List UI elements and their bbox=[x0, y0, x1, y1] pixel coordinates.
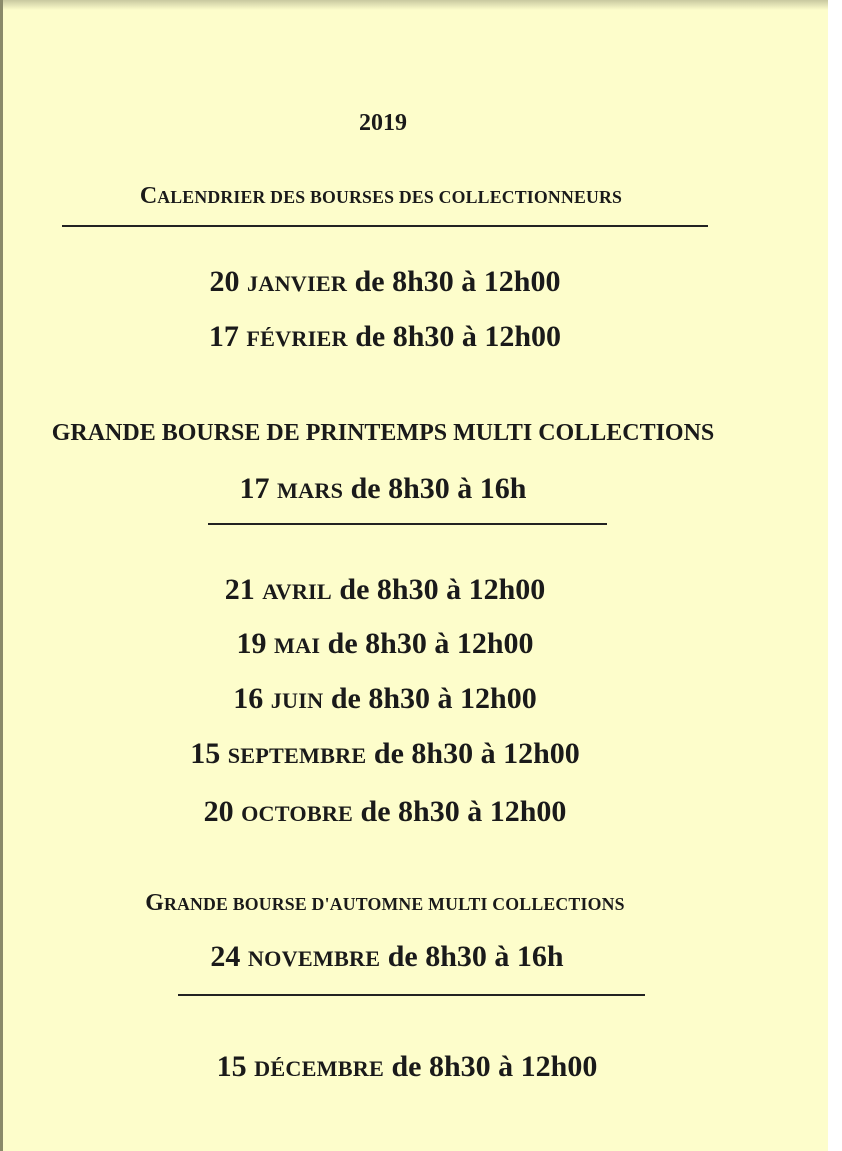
date-day: 20 bbox=[209, 265, 240, 298]
date-time: de 8h30 à 12h00 bbox=[330, 682, 537, 715]
date-time: de 8h30 à 16h bbox=[350, 472, 527, 505]
date-day: 17 bbox=[208, 320, 239, 353]
date-time: de 8h30 à 12h00 bbox=[327, 627, 534, 660]
scan-shadow-top bbox=[0, 0, 828, 10]
date-line-january bbox=[0, 265, 806, 299]
date-day: 15 bbox=[190, 737, 221, 770]
calendar-title-initial: C bbox=[139, 183, 158, 209]
date-day: 20 bbox=[203, 795, 234, 828]
march-underline bbox=[208, 523, 607, 525]
date-line-may bbox=[0, 627, 806, 661]
date-month: JANVIER bbox=[247, 271, 348, 296]
calendar-title-rest: ALENDRIER DES BOURSES DES COLLECTIONNEURS bbox=[157, 187, 623, 207]
date-month: MAI bbox=[273, 633, 321, 658]
date-month: AVRIL bbox=[262, 579, 332, 604]
date-month: MARS bbox=[276, 478, 344, 503]
autumn-heading-rest: RANDE BOURSE D'AUTOMNE MULTI COLLECTIONS bbox=[163, 894, 625, 914]
scan-margin-right bbox=[828, 0, 842, 1151]
date-month: DÉCEMBRE bbox=[254, 1056, 384, 1081]
date-time: de 8h30 à 12h00 bbox=[391, 1050, 598, 1083]
date-line-april bbox=[0, 573, 806, 607]
date-line-february bbox=[0, 320, 806, 354]
date-day: 17 bbox=[239, 472, 270, 505]
date-day: 15 bbox=[216, 1050, 247, 1083]
date-line-june bbox=[0, 682, 806, 716]
date-month: OCTOBRE bbox=[241, 801, 354, 826]
date-line-december bbox=[0, 1050, 828, 1084]
date-month: SEPTEMBRE bbox=[227, 743, 367, 768]
date-time: de 8h30 à 12h00 bbox=[339, 573, 546, 606]
autumn-heading-initial: G bbox=[145, 890, 164, 916]
date-month: FÉVRIER bbox=[246, 326, 348, 351]
date-day: 16 bbox=[233, 682, 264, 715]
date-time: de 8h30 à 12h00 bbox=[360, 795, 567, 828]
date-time: de 8h30 à 12h00 bbox=[373, 737, 580, 770]
date-line-october bbox=[0, 795, 806, 829]
date-day: 24 bbox=[210, 940, 241, 973]
date-time: de 8h30 à 16h bbox=[387, 940, 564, 973]
november-underline bbox=[178, 994, 645, 996]
spring-heading: GRANDE BOURSE DE PRINTEMPS MULTI COLLECTIONS bbox=[51, 420, 715, 446]
title-underline bbox=[62, 225, 708, 227]
calendar-title bbox=[0, 183, 802, 210]
date-line-september bbox=[0, 737, 806, 771]
date-day: 19 bbox=[236, 627, 267, 660]
date-day: 21 bbox=[224, 573, 255, 606]
date-time: de 8h30 à 12h00 bbox=[354, 265, 561, 298]
date-line-march bbox=[0, 472, 804, 506]
date-time: de 8h30 à 12h00 bbox=[355, 320, 562, 353]
date-month: NOVEMBRE bbox=[247, 946, 381, 971]
date-month: JUIN bbox=[270, 688, 324, 713]
year-heading: 2019 bbox=[359, 110, 407, 136]
date-line-november bbox=[0, 940, 808, 974]
autumn-heading bbox=[0, 890, 806, 917]
